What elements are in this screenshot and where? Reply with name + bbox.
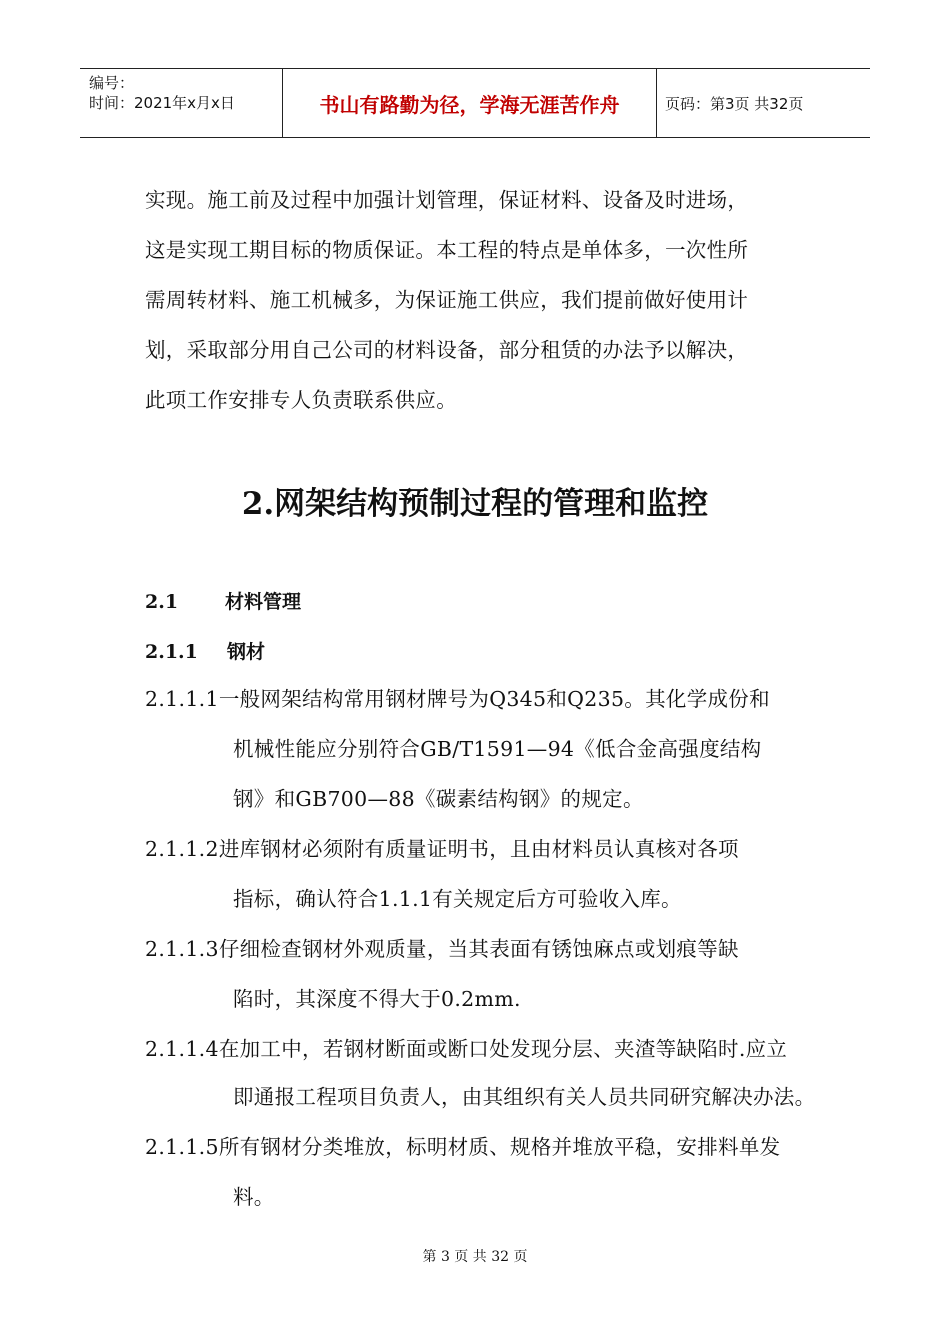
header-page-info: 页码：第3页 共32页 [665, 94, 804, 113]
document-date: 时间：2021年x月x日 [89, 94, 235, 112]
item-first-line: 2.1.1.4在加工中，若钢材断面或断口处发现分层、夹渣等缺陷时.应立 [145, 1037, 788, 1061]
subsection-heading [145, 587, 301, 614]
document-number: 编号： [89, 74, 135, 92]
subsubsection-title: 钢材 [227, 641, 266, 663]
header-meta [80, 69, 283, 137]
item-first-line: 2.1.1.2进库钢材必须附有质量证明书，且由材料员认真核对各项 [145, 837, 739, 861]
item-first-line: 2.1.1.5所有钢材分类堆放，标明材质、规格并堆放平稳，安排料单发 [145, 1135, 781, 1159]
item-continuation: 即通报工程项目负责人，由其组织有关人员共同研究解决办法。 [233, 1085, 816, 1109]
item-continuation: 料。 [233, 1185, 275, 1209]
subsection-title: 材料管理 [225, 591, 302, 613]
page-footer: 第 3 页 共 32 页 [422, 1249, 528, 1265]
item-first-line: 2.1.1.1一般网架结构常用钢材牌号为Q345和Q235。其化学成份和 [145, 687, 770, 711]
item-continuation: 指标，确认符合1.1.1有关规定后方可验收入库。 [233, 887, 682, 911]
subsubsection-heading [145, 637, 265, 664]
section-title: 2.网架结构预制过程的管理和监控 [241, 486, 709, 522]
body-line: 此项工作安排专人负责联系供应。 [145, 388, 457, 412]
item-continuation: 钢》和GB700—88《碳素结构钢》的规定。 [233, 787, 644, 811]
body-line: 实现。施工前及过程中加强计划管理，保证材料、设备及时进场， [145, 188, 749, 212]
body-line: 需周转材料、施工机械多，为保证施工供应，我们提前做好使用计 [145, 288, 749, 312]
item-first-line: 2.1.1.3仔细检查钢材外观质量，当其表面有锈蚀麻点或划痕等缺 [145, 937, 739, 961]
item-continuation: 陷时，其深度不得大于0.2mm. [233, 987, 521, 1011]
body-line: 这是实现工期目标的物质保证。本工程的特点是单体多，一次性所 [145, 238, 749, 262]
subsubsection-number: 2.1.1 [145, 641, 198, 663]
item-continuation: 机械性能应分别符合GB/T1591—94《低合金高强度结构 [233, 737, 762, 761]
subsection-number: 2.1 [145, 591, 179, 613]
header-motto: 书山有路勤为径，学海无涯苦作舟 [283, 69, 657, 137]
page-header [80, 68, 870, 138]
body-line: 划，采取部分用自己公司的材料设备，部分租赁的办法予以解决， [145, 338, 749, 362]
